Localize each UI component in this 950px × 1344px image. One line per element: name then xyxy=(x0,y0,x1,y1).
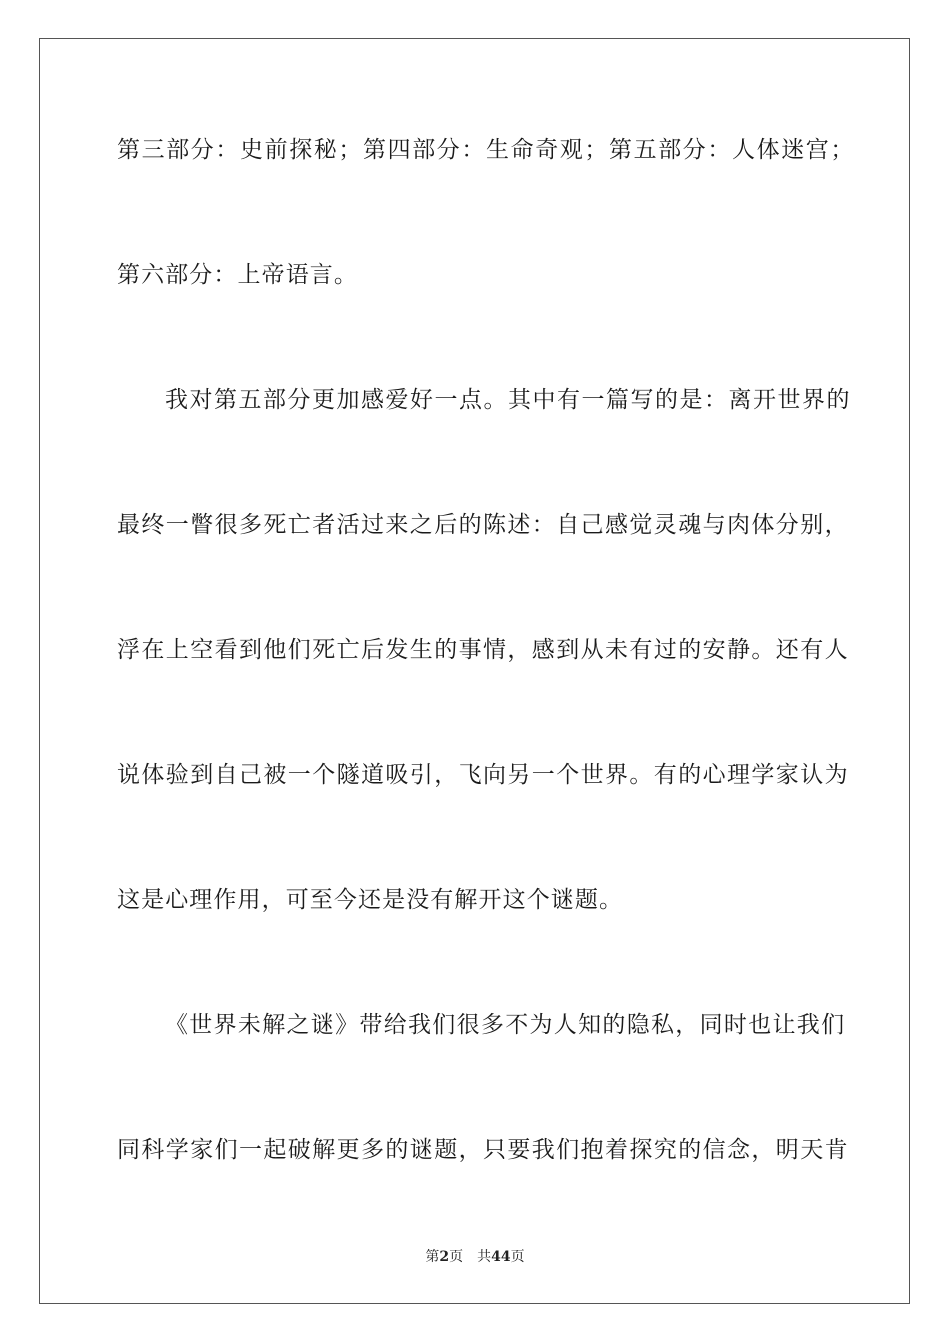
text-line-4: 最终一瞥很多死亡者活过来之后的陈述：自己感觉灵魂与肉体分别， xyxy=(117,512,849,538)
total-suffix: 页 xyxy=(510,1249,525,1265)
text-line-2: 第六部分：上帝语言。 xyxy=(117,262,358,288)
text-line-5: 浮在上空看到他们死亡后发生的事情，感到从未有过的安静。还有人 xyxy=(117,637,849,663)
page-number: 2 xyxy=(439,1249,450,1265)
paragraph-start-line-8: 《世界未解之谜》带给我们很多不为人知的隐私，同时也让我们 xyxy=(165,1012,846,1038)
text-line-6: 说体验到自己被一个隧道吸引，飞向另一个世界。有的心理学家认为 xyxy=(117,762,849,788)
total-prefix: 共 xyxy=(477,1249,492,1265)
total-pages: 44 xyxy=(491,1249,511,1265)
text-line-1: 第三部分：史前探秘；第四部分：生命奇观；第五部分：人体迷宫； xyxy=(117,137,855,163)
page-footer xyxy=(0,1248,950,1266)
page-prefix: 第 xyxy=(425,1249,440,1265)
text-line-9: 同科学家们一起破解更多的谜题，只要我们抱着探究的信念，明天肯 xyxy=(117,1137,849,1163)
page-border xyxy=(39,38,910,1304)
paragraph-start-line-3: 我对第五部分更加感爱好一点。其中有一篇写的是：离开世界的 xyxy=(165,387,851,413)
text-line-7: 这是心理作用，可至今还是没有解开这个谜题。 xyxy=(117,887,624,913)
page-suffix: 页 xyxy=(449,1249,464,1265)
